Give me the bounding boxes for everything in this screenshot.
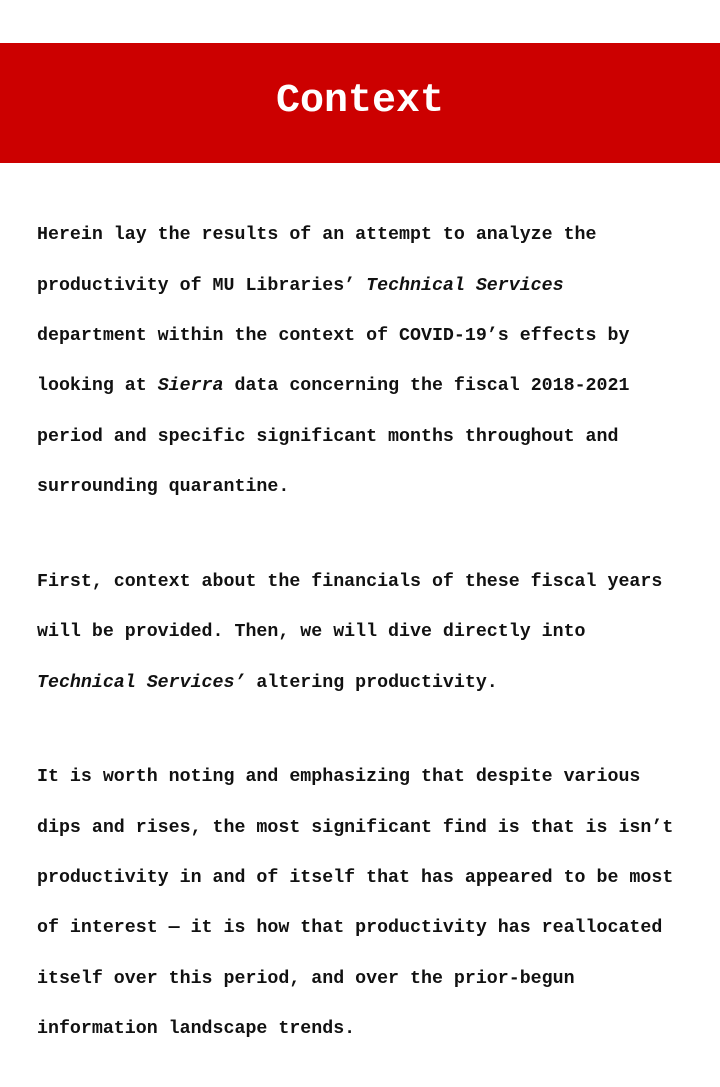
- text-run: First, context about the financials of these fiscal years: [37, 571, 663, 592]
- text-run: dips and rises, the most significant find is that is isn’t: [37, 817, 674, 838]
- text-run: of interest — it is how that productivity has reallocated: [37, 918, 663, 939]
- text-run: Herein lay the results of an attempt to analyze the: [37, 225, 597, 246]
- text-line: [37, 324, 707, 349]
- text-run: data concerning the fiscal 2018-2021: [223, 376, 630, 397]
- text-run: altering productivity.: [245, 672, 498, 693]
- paragraph-findings: [37, 740, 707, 1068]
- text-line: [37, 816, 707, 841]
- text-line: [37, 916, 707, 941]
- text-line: [37, 374, 707, 399]
- text-run: productivity in and of itself that has appeared to be most: [37, 868, 674, 889]
- italic-term-technical-services: Technical Services’: [37, 672, 246, 693]
- text-run: It is worth noting and emphasizing that despite various: [37, 767, 641, 788]
- paragraph-plan: [37, 545, 707, 721]
- slide-title: Context: [275, 78, 445, 124]
- text-run: information landscape trends.: [37, 1019, 356, 1040]
- text-line: [37, 765, 707, 790]
- text-line: [37, 570, 707, 595]
- slide-body: [37, 198, 707, 1087]
- text-run: productivity of MU Libraries’: [37, 275, 367, 296]
- text-line: [37, 223, 707, 248]
- text-line: [37, 425, 707, 450]
- text-line: [37, 1017, 707, 1042]
- title-banner: [0, 43, 720, 163]
- text-run: period and specific significant months throughout and: [37, 426, 619, 447]
- text-line: [37, 475, 707, 500]
- paragraph-intro: [37, 198, 707, 526]
- text-line: [37, 274, 707, 299]
- italic-term-technical-services: Technical Services: [366, 275, 564, 296]
- text-run: surrounding quarantine.: [37, 477, 290, 498]
- text-line: [37, 671, 707, 696]
- text-run: department within the context of COVID-19’s effects by: [37, 326, 630, 347]
- text-line: [37, 620, 707, 645]
- text-line: [37, 967, 707, 992]
- text-run: looking at: [37, 376, 158, 397]
- italic-term-sierra: Sierra: [157, 376, 224, 397]
- text-line: [37, 866, 707, 891]
- text-run: will be provided. Then, we will dive directly into: [37, 622, 586, 643]
- text-run: itself over this period, and over the prior-begun: [37, 968, 575, 989]
